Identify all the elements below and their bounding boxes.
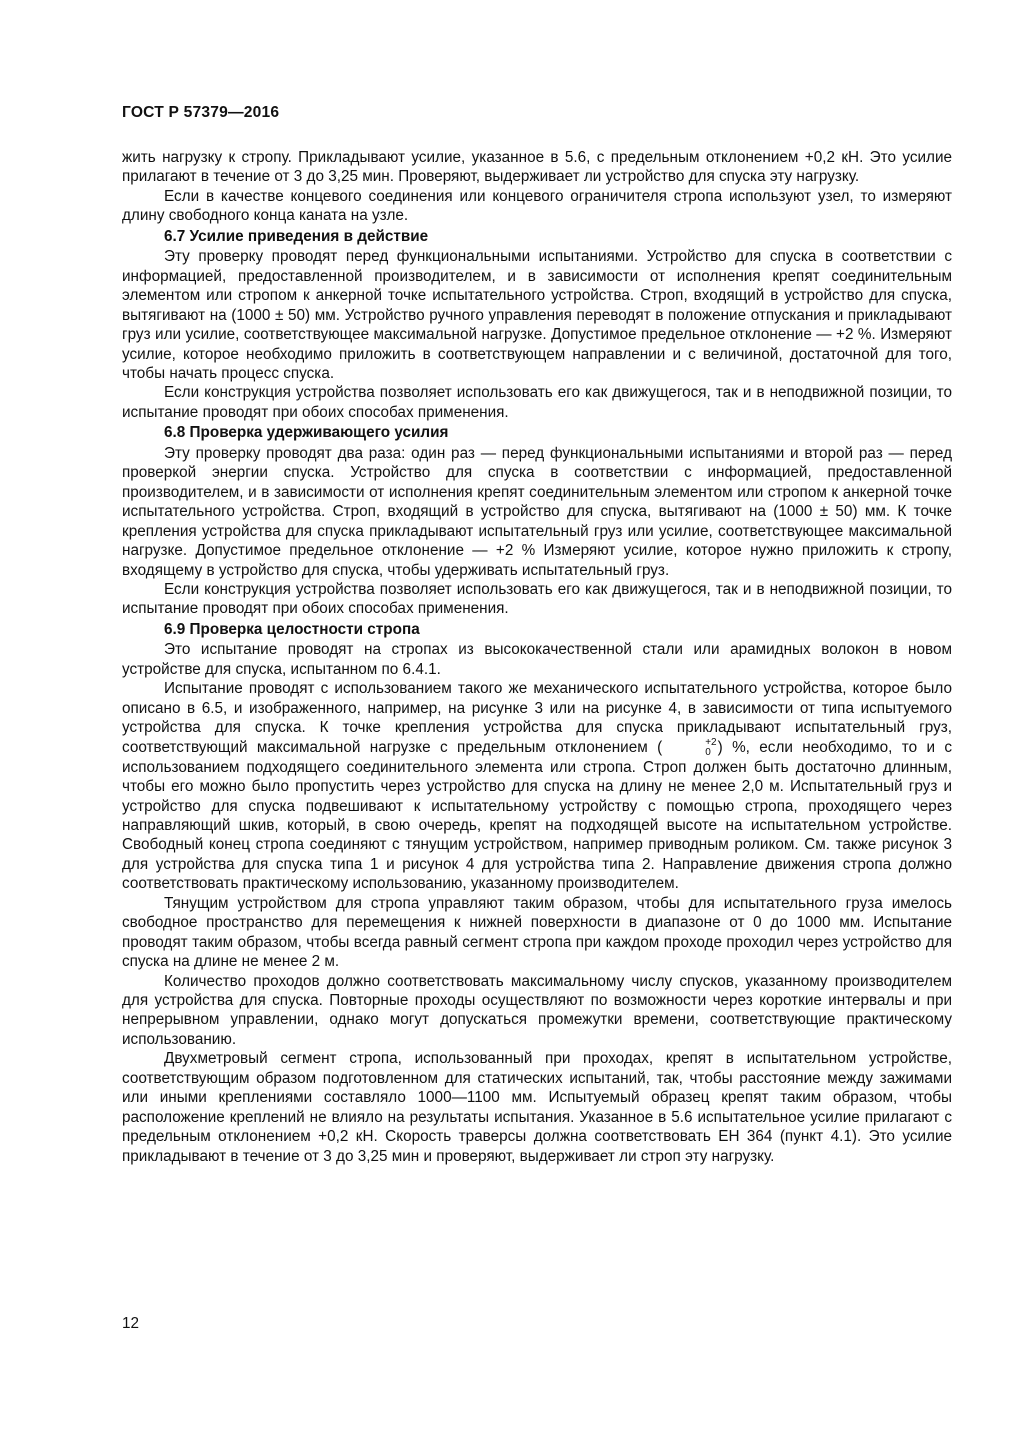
intro-paragraph-1: жить нагрузку к стропу. Прикладывают усилие, указанное в 5.6, с предельным отклонением +0,2 кН. Это усилие прилагают в течение от 3 до 3,25 мин. Проверяют, выдерживает ли устройство для спуска эту нагрузку. <box>122 149 952 186</box>
tolerance-fraction <box>663 738 716 758</box>
section-6-9-paragraph-1: Это испытание проводят на стропах из высококачественной стали или арамидных волокон в новом устройстве для спуска, испытанном по 6.4.1. <box>122 641 952 678</box>
document-header: ГОСТ Р 57379—2016 <box>122 104 280 121</box>
section-6-7-paragraph-1: Эту проверку проводят перед функциональными испытаниями. Устройство для спуска в соответствии с информацией, предоставленной производителем, и в зависимости от исполнения крепят соединительным элементом или стропом к анкерной точке испытательного устройства. Строп, входящий в устройство для спуска, вытягивают на (1000 ± 50) мм. Устройство ручного управления переводят в положение отпускания и прикладывают груз или усилие, соответствующее максимальной нагрузке. Допустимое предельное отклонение — +2 %. Измеряют усилие, которое необходимо приложить в соответствующем направлении и с величиной, достаточной для того, чтобы начать процесс спуска. <box>122 248 952 382</box>
section-6-9-paragraph-5: Двухметровый сегмент стропа, использованный при проходах, крепят в испытательном устройстве, соответствующим образом подготовленном для статических испытаний, так, чтобы расстояние между зажимами или иными креплениями составляло 1000—1100 мм. Испытуемый образец крепят таким образом, чтобы расположение креплений не влияло на результаты испытания. Указанное в 5.6 испытательное усилие прилагают с предельным отклонением +0,2 кН. Скорость траверсы должна соответствовать ЕН 364 (пункт 4.1). Это усилие прикладывают в течение от 3 до 3,25 мин и проверяют, выдерживает ли строп эту нагрузку. <box>122 1050 952 1165</box>
tolerance-upper: +2 <box>705 736 717 748</box>
document-body <box>122 148 952 1166</box>
section-6-9-paragraph-2-part-a: Испытание проводят с использованием такого же механического испытательного устройства, которое было описано в 6.5, и изображенного, например, на рисунке 3 или на рисунке 4, в зависимости от типа испытуемого устройства для спуска. К точке крепления устройства для спуска прикладывают испытательный груз, соответствующий максимальной нагрузке с предельным отклонением ( <box>122 680 952 756</box>
tolerance-lower: 0 <box>705 746 711 758</box>
section-6-8-paragraph-2: Если конструкция устройства позволяет использовать его как движущегося, так и в неподвижной позиции, то испытание проводят при обоих способах применения. <box>122 580 952 618</box>
section-6-9-paragraph-3: Тянущим устройством для стропа управляют таким образом, чтобы для испытательного груза имелось свободное пространство для перемещения к нижней поверхности в диапазоне от 0 до 1000 мм. Испытание проводят таким образом, чтобы всегда равный сегмент стропа при каждом проходе проходил через устройство для спуска на длине не менее 2 м. <box>122 894 952 971</box>
section-6-9-paragraph-2 <box>122 679 952 894</box>
intro-paragraph-2: Если в качестве концевого соединения или концевого ограничителя стропа используют узел, то измеряют длину свободного конца каната на узле. <box>122 187 952 225</box>
section-6-7-heading: 6.7 Усилие приведения в действие <box>164 227 429 245</box>
section-6-9-paragraph-2-part-b: ) %, если необходимо, то и с использованием подходящего соединительного элемента или стропа. Строп должен быть достаточно длинным, чтобы его можно было пропустить через устройство для спуска на длину не менее 2,0 м. Испытательный груз и устройство для спуска подвешивают к испытательному устройству с помощью стропа, проходящего через направляющий шкив, который, в свою очередь, крепят на подходящей высоте на испытательном устройстве. Свободный конец стропа соединяют с тянущим устройством, например приводным роликом. См. также рисунок 3 для устройства для спуска типа 1 и рисунок 4 для устройства типа 2. Направление движения стропа должно соответствовать практическому использованию, указанному производителем. <box>122 738 953 893</box>
section-6-9-heading: 6.9 Проверка целостности стропа <box>164 620 420 638</box>
page-number: 12 <box>122 1315 140 1332</box>
section-6-9-paragraph-4: Количество проходов должно соответствовать максимальному числу спусков, указанному производителем для устройства для спуска. Повторные проходы осуществляют по возможности через короткие интервалы и при непрерывном управлении, однако могут допускаться промежутки времени, соответствующие практическому использованию. <box>122 972 952 1048</box>
section-6-8-paragraph-1: Эту проверку проводят два раза: один раз — перед функциональными испытаниями и второй раз — перед проверкой энергии спуска. Устройство для спуска в соответствии с информацией, предоставленной производителем, и в зависимости от исполнения крепят соединительным элементом или стропом к анкерной точке испытательного устройства. Строп, входящий в устройство для спуска, вытягивают на (1000 ± 50) мм. К точке крепления устройства для спуска прикладывают испытательный груз или усилие, соответствующее максимальной нагрузке. Допустимое предельное отклонение — +2 % Измеряют усилие, которое нужно приложить к стропу, входящему в устройство для спуска, чтобы удерживать испытательный груз. <box>122 444 952 579</box>
section-6-8-heading: 6.8 Проверка удерживающего усилия <box>164 424 449 442</box>
section-6-7-paragraph-2: Если конструкция устройства позволяет использовать его как движущегося, так и в неподвижной позиции, то испытание проводят при обоих способах применения. <box>122 384 952 421</box>
